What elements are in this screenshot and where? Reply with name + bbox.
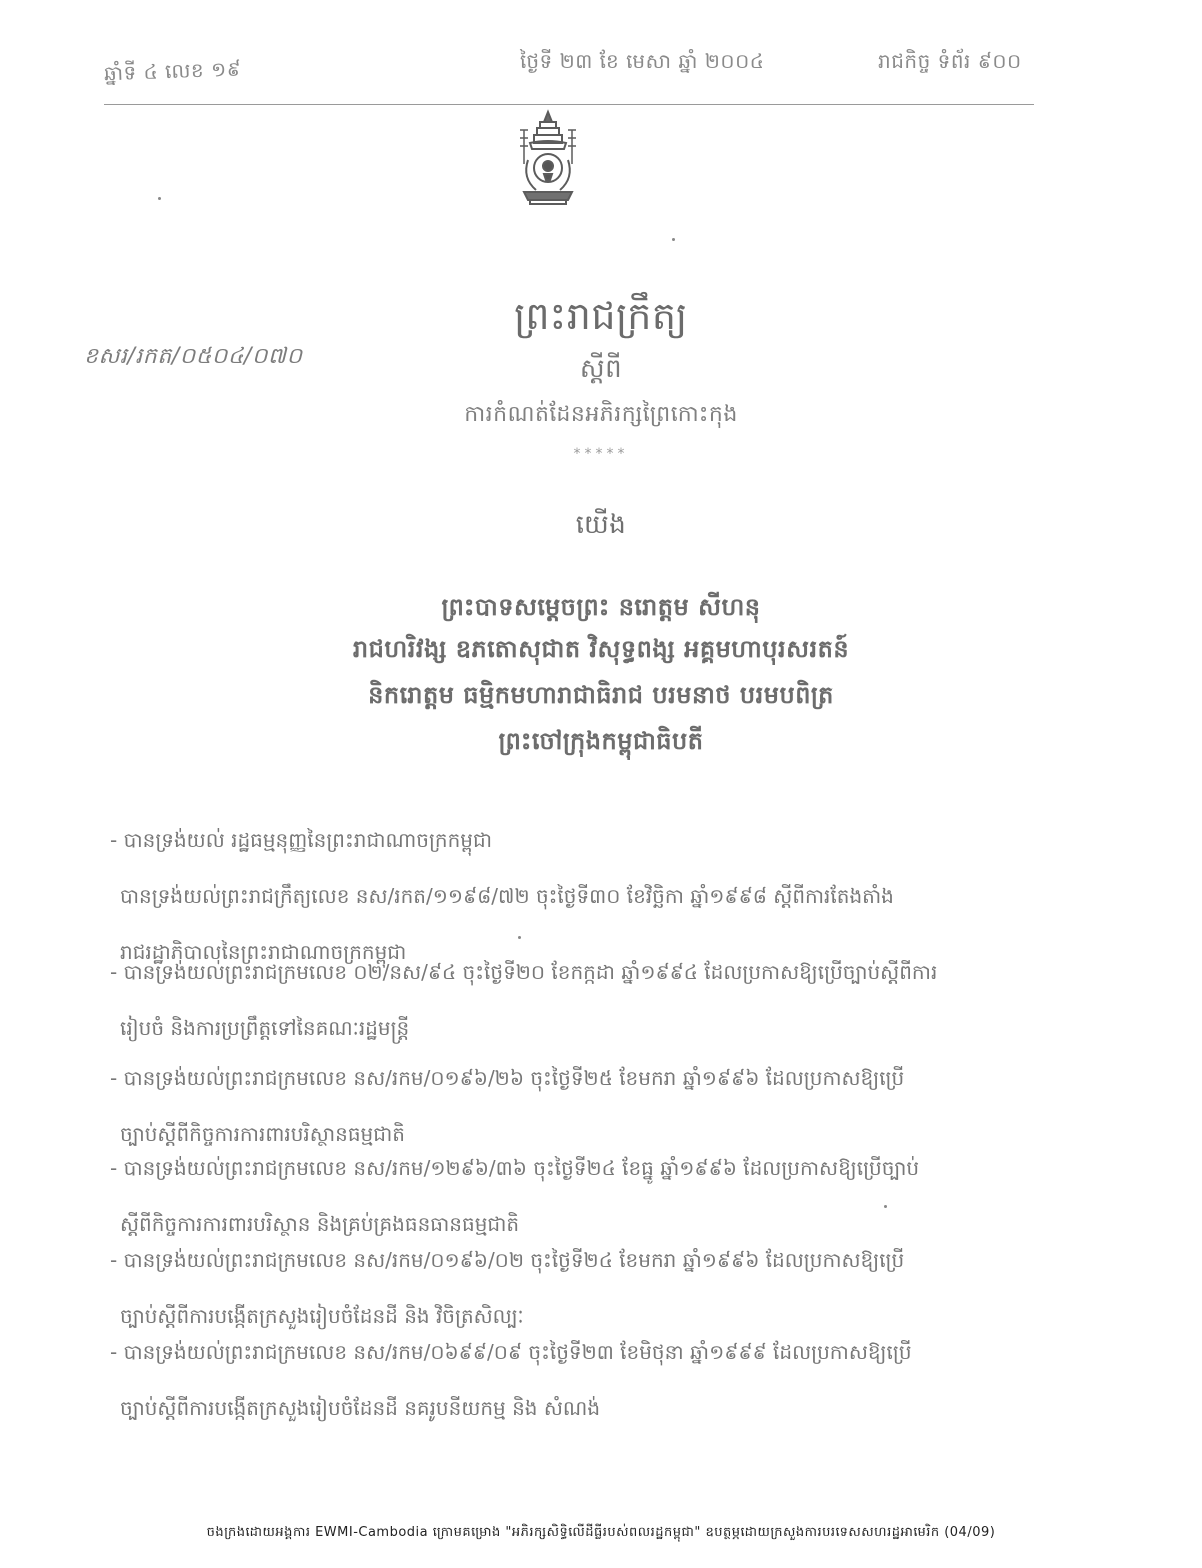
footer-credit: ចងក្រងដោយអង្គការ EWMI-Cambodia ក្រោមគម្រោង "អភិរក្សសិទ្ធិលើដីធ្លីរបស់ពលរដ្ឋកម្ពុជា" ឧបត្ថម្ភដោយក្រសួងការបរទេសសហរដ្ឋអាមេរិក (04/09) bbox=[206, 1525, 996, 1540]
text-line: - បានទ្រង់យល់ រដ្ឋធម្មនុញ្ញនៃព្រះរាជាណាចក្រកម្ពុជា bbox=[110, 828, 493, 852]
separator-stars: ***** bbox=[573, 446, 629, 462]
king-title-line-4: ព្រះចៅក្រុងកម្ពុជាធិបតី bbox=[498, 727, 704, 755]
king-title-line-1: ព្រះបាទសម្តេចព្រះ នរោត្តម សីហនុ bbox=[441, 593, 761, 621]
text-line: - បានទ្រង់យល់ព្រះរាជក្រមលេខ នស/រកម/០១៩៦/២៦ ចុះថ្ងៃទី២៥ ខែមករា ឆ្នាំ១៩៩៦ ដែលប្រកាសឱ្យប្រើ bbox=[110, 1066, 905, 1090]
decree-subject: ការកំណត់ដែនអភិរក្សព្រៃកោះកុង bbox=[464, 402, 738, 427]
reference-number: ខសរ/រកត/០៥០៤/០៧០ bbox=[84, 344, 303, 369]
scan-speck bbox=[518, 936, 521, 939]
header-volume: ឆ្នាំទី ៤ លេខ ១៩ bbox=[103, 56, 242, 86]
header-date: ថ្ងៃទី ២៣ ខែ មេសា ឆ្នាំ ២០០៤ bbox=[520, 49, 765, 73]
text-line: ច្បាប់ស្តីពីការបង្កើតក្រសួងរៀបចំដែនដី និង វិចិត្រសិល្បៈ bbox=[120, 1304, 524, 1328]
text-line: រាជរដ្ឋាភិបាលនៃព្រះរាជាណាចក្រកម្ពុជា bbox=[120, 940, 407, 964]
text-line: - បានទ្រង់យល់ព្រះរាជក្រមលេខ នស/រកម/១២៩៦/៣៦ ចុះថ្ងៃទី២៤ ខែធ្នូ ឆ្នាំ១៩៩៦ ដែលប្រកាសឱ្យប្រើច្បាប់ bbox=[110, 1156, 920, 1180]
text-line: - បានទ្រង់យល់ព្រះរាជក្រមលេខ នស/រកម/០៦៩៩/០៩ ចុះថ្ងៃទី២៣ ខែមិថុនា ឆ្នាំ១៩៩៩ ដែលប្រកាសឱ្យប្រើ bbox=[110, 1340, 912, 1364]
text-line: - បានទ្រង់យល់ព្រះរាជក្រមលេខ ០២/នស/៩៤ ចុះថ្ងៃទី២០ ខែកក្កដា ឆ្នាំ១៩៩៤ ដែលប្រកាសឱ្យប្រើច្បាប់ស្តីពីការ bbox=[110, 960, 938, 984]
text-line: - បានទ្រង់យល់ព្រះរាជក្រមលេខ នស/រកម/០១៩៦/០២ ចុះថ្ងៃទី២៤ ខែមករា ឆ្នាំ១៩៩៦ ដែលប្រកាសឱ្យប្រើ bbox=[110, 1248, 905, 1272]
text-line: បានទ្រង់យល់ព្រះរាជក្រឹត្យលេខ នស/រកត/១១៩៨/៧២ ចុះថ្ងៃទី៣០ ខែវិច្ឆិកា ឆ្នាំ១៩៩៨ ស្តីពីការតែងតាំង bbox=[120, 884, 894, 908]
consideration-2 bbox=[110, 944, 1030, 1056]
we-heading: យើង bbox=[575, 510, 627, 540]
scan-speck bbox=[158, 197, 161, 200]
king-title-line-2: រាជហរិវង្ស ឧភតោសុជាត វិសុទ្ធពង្ស អគ្គមហាបុរសរតន៍ bbox=[352, 635, 850, 663]
scan-speck bbox=[672, 238, 675, 241]
subject-label: ស្តីពី bbox=[579, 354, 623, 384]
royal-emblem-icon bbox=[510, 108, 586, 208]
text-line: រៀបចំ និងការប្រព្រឹត្តទៅនៃគណៈរដ្ឋមន្ត្រី bbox=[120, 1016, 410, 1040]
consideration-6 bbox=[110, 1324, 1030, 1436]
scan-speck bbox=[884, 1205, 887, 1208]
decree-title: ព្រះរាជក្រឹត្យ bbox=[514, 294, 688, 338]
text-line: ស្តីពីកិច្ចការការពារបរិស្ថាន និងគ្រប់គ្រងធនធានធម្មជាតិ bbox=[120, 1212, 520, 1236]
text-line: ច្បាប់ស្តីពីកិច្ចការការពារបរិស្ថានធម្មជាតិ bbox=[120, 1122, 405, 1146]
header-rule bbox=[104, 104, 1034, 105]
king-title-line-3: និករោត្តម ធម្មិកមហារាជាធិរាជ បរមនាថ បរមបពិត្រ bbox=[368, 681, 834, 709]
text-line: ច្បាប់ស្តីពីការបង្កើតក្រសួងរៀបចំដែនដី នគរូបនីយកម្ម និង សំណង់ bbox=[120, 1396, 601, 1420]
header-page: រាជកិច្ច ទំព័រ ៩០០ bbox=[878, 49, 1022, 73]
